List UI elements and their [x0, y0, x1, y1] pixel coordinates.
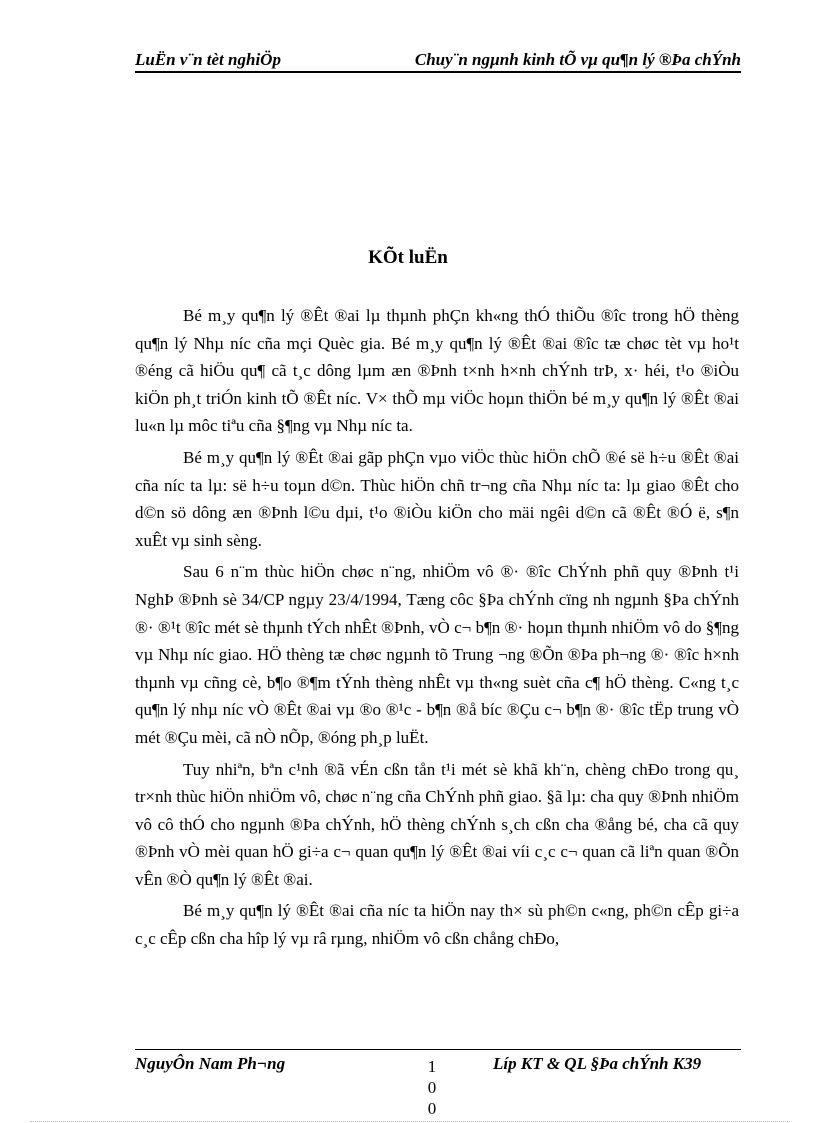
paragraph: Bé m¸y qu¶n lý ®Êt ®ai cña níc ta hiÖn nay th× sù ph©n c«ng, ph©n cÊp gi÷a c¸c cÊp cßn cha hîp lý vµ râ rµng, nhiÖm vô cßn chång chÐo,	[135, 901, 739, 949]
footer-class: Líp KT & QL §Þa chÝnh K39	[493, 1054, 702, 1073]
footer-author: NguyÔn Nam Ph¬ng	[135, 1054, 286, 1073]
paragraph: Bé m¸y qu¶n lý ®Êt ®ai lµ thµnh phÇn kh«ng thÓ thiÕu ®îc trong hÖ thèng qu¶n lý Nhµ níc cña mçi Quèc gia. Bé m¸y qu¶n lý ®Êt ®ai ®îc tæ chøc tèt vµ ho¹t ®éng cã hiÖu qu¶ cã t¸c dông lµm æn ®Þnh t×nh h×nh chÝnh trÞ, x· héi, t¹o ®iÒu kiÖn ph¸t triÓn kinh tÕ ®Êt níc. V× thÕ mµ viÖc hoµn thiÖn bé m¸y qu¶n lý ®Êt ®ai lu«n lµ môc tiªu cña §¶ng vµ Nhµ níc ta.	[135, 306, 739, 436]
footer-divider	[135, 1049, 741, 1050]
page-title: KÕt luËn	[368, 247, 448, 268]
paragraph: Tuy nhiªn, bªn c¹nh ®ã vÉn cßn tån t¹i mét sè khã kh¨n, chèng chÐo trong qu¸ tr×nh thùc hiÖn nhiÖm vô, chøc n¨ng cña ChÝnh phñ giao. §ã lµ: cha quy ®Þnh nhiÖm vô cô thÓ cho ngµnh ®Þa chÝnh, hÖ thèng chÝnh s¸ch cßn cha ®ång bé, cha cã quy ®Þnh vÒ mèi quan hÖ gi÷a c¬ quan qu¶n lý ®Êt ®ai víi c¸c c¬ quan cã liªn quan ®Õn vÊn ®Ò qu¶n lý ®Êt ®ai.	[135, 759, 739, 889]
paragraph: Sau 6 n¨m thùc hiÖn chøc n¨ng, nhiÖm vô ®· ®îc ChÝnh phñ quy ®Þnh t¹i NghÞ ®Þnh sè 34/CP ngµy 23/4/1994, Tæng côc §Þa chÝnh cïng nh ngµnh §Þa chÝnh ®· ®¹t ®îc mét sè thµnh tÝch nhÊt ®Þnh, vÒ c¬ b¶n ®· hoµn thµnh nhiÖm vô do §¶ng vµ Nhµ níc giao. HÖ thèng tæ chøc ngµnh tõ Trung ¬ng ®Õn ®Þa ph¬ng ®· ®îc h×nh thµnh vµ cñng cè, b¶o ®¶m tÝnh thèng nhÊt vµ th«ng suèt cña c¶ hÖ thèng. C«ng t¸c qu¶n lý nhµ níc vÒ ®Êt ®ai vµ ®o ®¹c - b¶n ®å bíc ®Çu c¬ b¶n ®· ®îc tËp trung vÒ mét ®Çu mèi, cã nÒ nÕp, ®óng ph¸p luËt.	[135, 562, 739, 747]
body-text	[135, 302, 739, 957]
page-number-digit: 0	[427, 1099, 437, 1118]
header-left: LuËn v¨n tèt nghiÖp	[135, 50, 281, 69]
paragraph: Bé m¸y qu¶n lý ®Êt ®ai gãp phÇn vµo viÖc thùc hiÖn chÕ ®é së h÷u ®Êt ®ai cña níc ta lµ: së h÷u toµn d©n. Thùc hiÖn chñ tr¬ng cña Nhµ níc ta: lµ giao ®Êt cho d©n sö dông æn ®Þnh l©u dµi, t¹o ®iÒu kiÖn cho mäi ngêi d©n cã ®Êt ®Ó ë, s¶n xuÊt vµ sinh sèng.	[135, 447, 739, 550]
page-number-digit: 1	[427, 1057, 437, 1076]
page-number-digit: 0	[427, 1078, 437, 1097]
running-header	[135, 50, 741, 73]
header-right: Chuy¨n ngµnh kinh tÕ vµ qu¶n lý ®Þa chÝnh	[414, 50, 741, 69]
page-number	[422, 1056, 442, 1119]
page-edge	[30, 1121, 790, 1122]
